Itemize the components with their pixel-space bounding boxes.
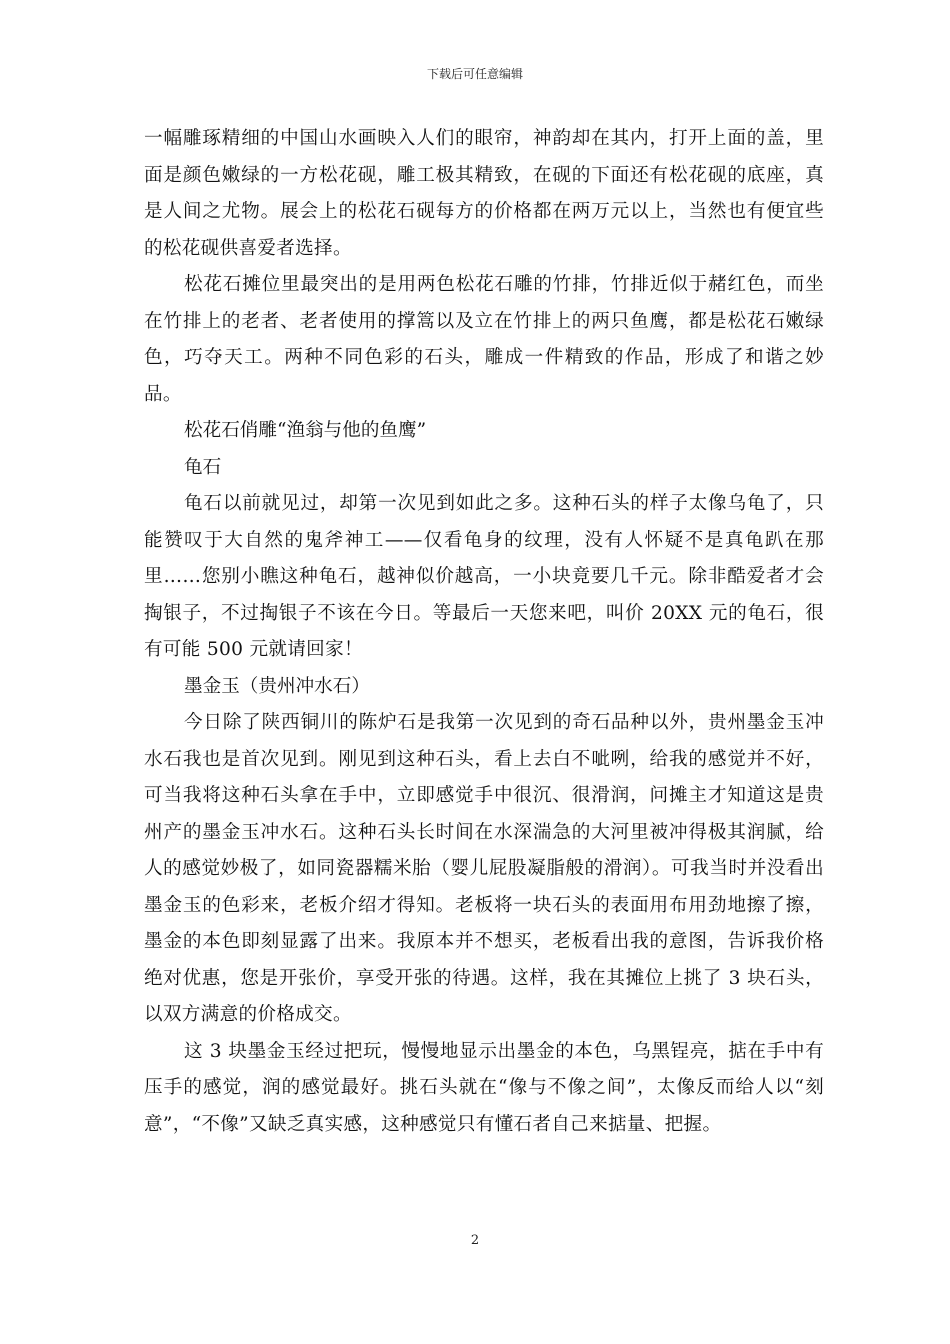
- paragraph-mojinyu-purchase: 今日除了陕西铜川的陈炉石是我第一次见到的奇石品种以外，贵州墨金玉冲水石我也是首次见到。刚见到这种石头，看上去白不呲咧，给我的感觉并不好，可当我将这种石头拿在手中，立即感觉手中很沉、很滑润，问摊主才知道这是贵州产的墨金玉冲水石。这种石头长时间在水深湍急的大河里被冲得极其润腻，给人的感觉妙极了，如同瓷器糯米胎（婴儿屁股凝脂般的滑润）。可我当时并没看出墨金玉的色彩来，老板介绍才得知。老板将一块石头的表面用布用劲地擦了擦，墨金的本色即刻显露了出来。我原本并不想买，老板看出我的意图，告诉我价格绝对优惠，您是开张价，享受开张的待遇。这样，我在其摊位上挑了 3 块石头，以双方满意的价格成交。: [144, 712, 824, 1025]
- page-number: 2: [470, 1233, 480, 1248]
- paragraph-songhua-inkstone: 一幅雕琢精细的中国山水画映入人们的眼帘，神韵却在其内，打开上面的盖，里面是颜色嫩绿的一方松花砚，雕工极其精致，在砚的下面还有松花砚的底座，真是人间之尤物。展会上的松花石砚每方的价格都在两万元以上，当然也有便宜些的松花砚供喜爱者选择。: [144, 128, 824, 259]
- caption-fisherman: 松花石俏雕“渔翁与他的鱼鹰”: [184, 420, 427, 441]
- paragraph-bamboo-raft: 松花石摊位里最突出的是用两色松花石雕的竹排，竹排近似于赭红色，而坐在竹排上的老者、老者使用的撑篙以及立在竹排上的两只鱼鹰，都是松花石嫩绿色，巧夺天工。两种不同色彩的石头，雕成一件精致的作品，形成了和谐之妙品。: [144, 274, 824, 405]
- paragraph-mojinyu-appreciation: 这 3 块墨金玉经过把玩，慢慢地显示出墨金的本色，乌黑锃亮，掂在手中有压手的感觉，润的感觉最好。挑石头就在“像与不像之间”，太像反而给人以“刻意”，“不像”又缺乏真实感，这种感觉只有懂石者自己来掂量、把握。: [144, 1040, 824, 1135]
- document-body: [144, 121, 824, 1143]
- section-heading-turtle-stone: 龟石: [184, 456, 222, 478]
- page-header: 下载后可任意编辑: [426, 67, 523, 81]
- paragraph-turtle-stone: 龟石以前就见过，却第一次见到如此之多。这种石头的样子太像乌龟了，只能赞叹于大自然的鬼斧神工——仅看龟身的纹理，没有人怀疑不是真龟趴在那里……您别小瞧这种龟石，越神似价越高，一小块竟要几千元。除非酷爱者才会掏银子，不过掏银子不该在今日。等最后一天您来吧，叫价 20XX 元的龟石，很有可能 500 元就请回家！: [144, 493, 824, 660]
- section-heading-mojinyu: 墨金玉（贵州冲水石）: [184, 675, 370, 697]
